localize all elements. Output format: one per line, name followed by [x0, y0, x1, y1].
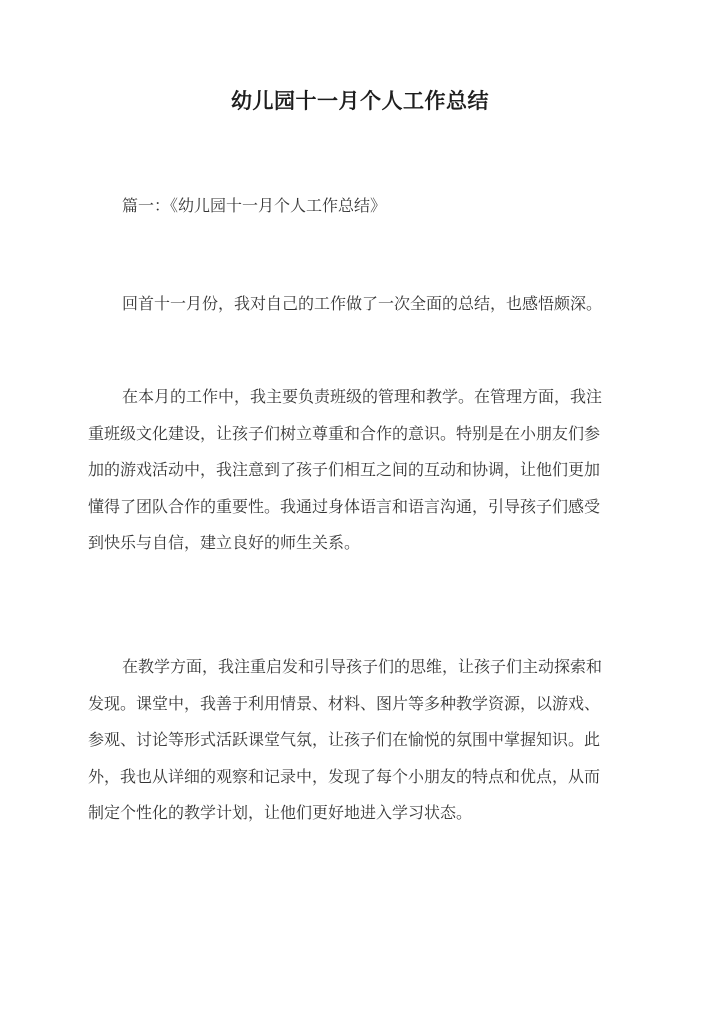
document-title: 幼儿园十一月个人工作总结	[231, 88, 489, 113]
paragraph-line: 重班级文化建设，让孩子们树立尊重和合作的意识。特别是在小朋友们参	[88, 423, 601, 443]
paragraph-3	[88, 649, 632, 832]
paragraph-line: 回首十一月份，我对自己的工作做了一次全面的总结，也感悟颇深。	[122, 294, 603, 313]
paragraph-line: 懂得了团队合作的重要性。我通过身体语言和语言沟通，引导孩子们感受	[88, 496, 601, 516]
paragraph-1	[88, 286, 632, 323]
paragraph-line: 加的游戏活动中，我注意到了孩子们相互之间的互动和协调，让他们更加	[88, 460, 601, 479]
paragraph-line: 发现。课堂中，我善于利用情景、材料、图片等多种教学资源，以游戏、	[88, 693, 601, 713]
paragraph-line: 在本月的工作中，我主要负责班级的管理和教学。在管理方面，我注	[122, 387, 603, 406]
paragraph-line: 外，我也从详细的观察和记录中，发现了每个小朋友的特点和优点，从而	[88, 766, 601, 786]
document-subtitle: 篇一：《幼儿园十一月个人工作总结》	[122, 196, 387, 215]
paragraph-2	[88, 379, 632, 562]
paragraph-line: 在教学方面，我注重启发和引导孩子们的思维，让孩子们主动探索和	[122, 657, 603, 676]
paragraph-line: 制定个性化的教学计划，让他们更好地进入学习状态。	[88, 803, 473, 822]
paragraph-line: 参观、讨论等形式活跃课堂气氛，让孩子们在愉悦的氛围中掌握知识。此	[88, 730, 601, 749]
paragraph-line: 到快乐与自信，建立良好的师生关系。	[88, 533, 361, 552]
